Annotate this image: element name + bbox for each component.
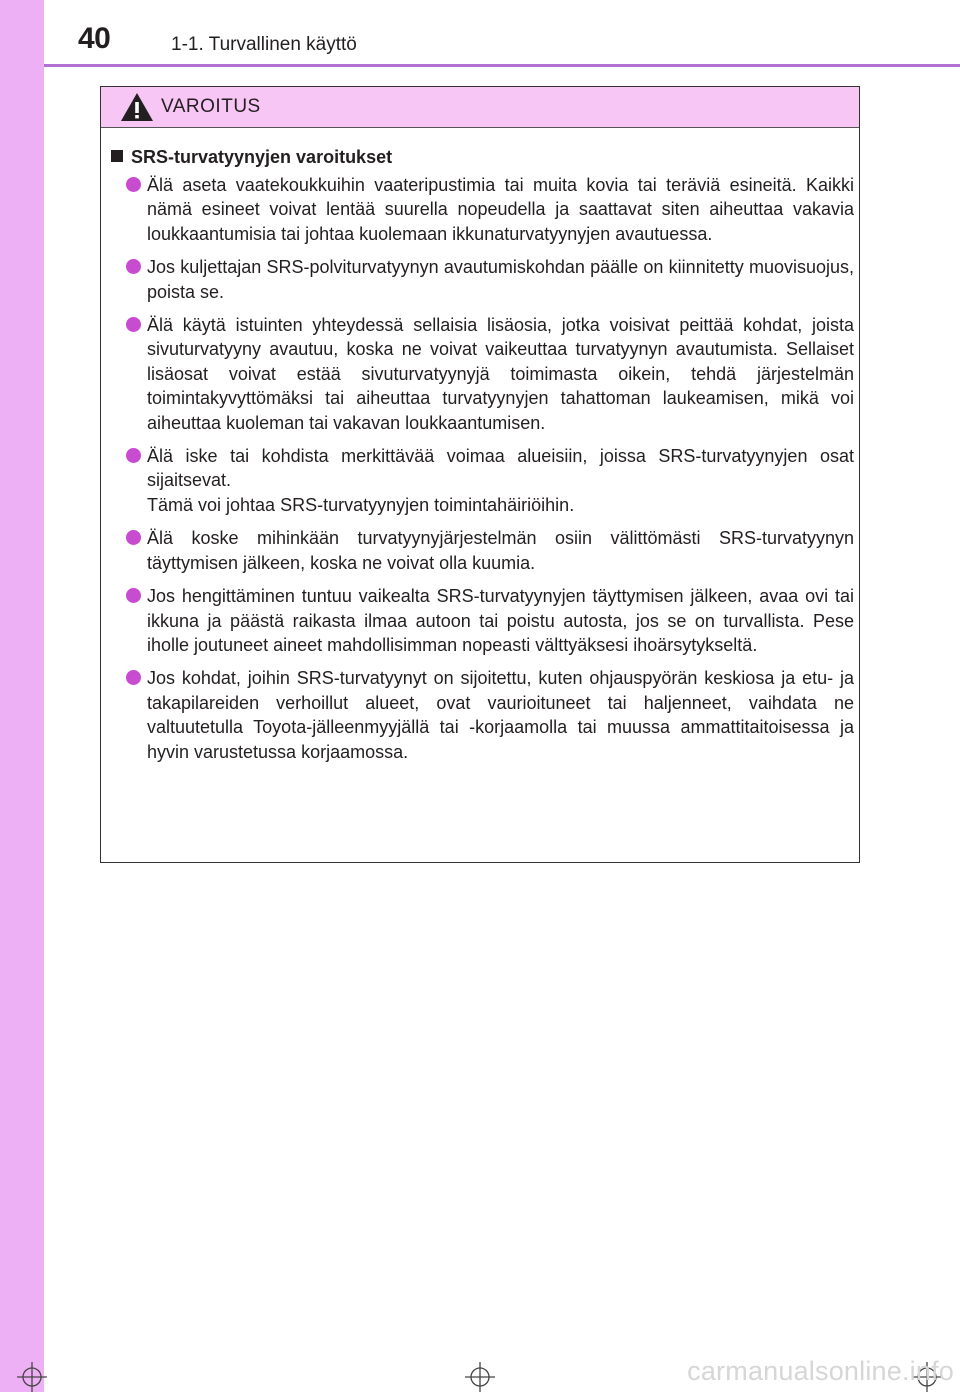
warning-subheading xyxy=(111,147,392,168)
warning-subheading-text: SRS-turvatyynyjen varoitukset xyxy=(131,147,393,167)
bullet-dot-icon xyxy=(126,317,141,332)
warning-title: VAROITUS xyxy=(161,96,261,117)
list-item xyxy=(129,173,854,246)
list-item xyxy=(129,666,854,764)
warning-header xyxy=(101,87,859,128)
list-item-text: Jos kohdat, joihin SRS-turvatyynyt on sijoitettu, kuten ohjauspyörän keskiosa ja etu- ja takapilareiden verhoillut alueet, ovat vaurioituneet tai haljenneet, vaihdata ne valtuutetulla Toyota-jälleenmyyjällä tai -korjaamolla tai muussa ammattitaitoisessa ja hyvin varustetussa korjaamossa. xyxy=(147,668,854,762)
bullet-dot-icon xyxy=(126,588,141,603)
watermark: carmanualsonline.info xyxy=(687,1356,954,1386)
warning-list xyxy=(129,173,854,773)
list-item-text: Jos kuljettajan SRS-polviturvatyynyn avautumiskohdan päälle on kiinnitetty muovisuojus, poista se. xyxy=(147,257,854,302)
bullet-dot-icon xyxy=(126,448,141,463)
bullet-dot-icon xyxy=(126,670,141,685)
square-bullet-icon xyxy=(111,150,123,162)
list-item-note: Tämä voi johtaa SRS-turvatyynyjen toimintahäiriöihin. xyxy=(147,494,575,515)
section-title: 1-1. Turvallinen käyttö xyxy=(171,34,357,55)
page-number: 40 xyxy=(78,22,111,55)
bullet-dot-icon xyxy=(126,530,141,545)
list-item-text: Jos hengittäminen tuntuu vaikealta SRS-turvatyynyjen täyttymisen jälkeen, avaa ovi tai ikkuna ja päästä raikasta ilmaa autoon tai poistu autosta, jos se on turvallista. Pese iholle joutuneet aineet mahdollisimman nopeasti välttyäksesi ihoärsytykseltä. xyxy=(147,586,854,655)
list-item xyxy=(129,255,854,304)
chapter-side-strip xyxy=(0,0,44,1392)
list-item-text: Älä iske tai kohdista merkittävää voimaa alueisiin, joissa SRS-turvatyynyjen osat sijaitsevat. xyxy=(147,446,854,491)
list-item-text: Älä käytä istuinten yhteydessä sellaisia lisäosia, jotka voisivat peittää kohdat, joista sivuturvatyyny avautuu, koska ne voivat vaikeuttaa turvatyynyn avautumista. Sellaiset lisäosat voivat estää sivuturvatyynyjä toimimasta oikein, tehdä järjestelmän toimintakyvyttömäksi tai aiheuttaa turvatyynyjen tahattoman laukeamisen, mikä voi aiheuttaa kuoleman tai vakavan loukkaantumisen. xyxy=(147,315,854,433)
list-item xyxy=(129,584,854,657)
crosshair-icon xyxy=(465,1362,495,1392)
list-item-text: Älä aseta vaatekoukkuihin vaateripustimia tai muita kovia tai teräviä esineitä. Kaikki nämä esineet voivat lentää suurella nopeudella ja saattavat siten aiheuttaa vakavia loukkaantumisia tai johtaa kuolemaan ikkunaturvatyynyjen avautuessa. xyxy=(147,175,854,244)
bullet-dot-icon xyxy=(126,259,141,274)
list-item xyxy=(129,526,854,575)
warning-box xyxy=(100,86,860,863)
bullet-dot-icon xyxy=(126,177,141,192)
list-item-text: Älä koske mihinkään turvatyynyjärjestelmän osiin välittömästi SRS-turvatyynyn täyttymisen jälkeen, koska ne voivat olla kuumia. xyxy=(147,528,854,573)
list-item xyxy=(129,313,854,435)
header-rule xyxy=(44,64,960,67)
warning-triangle-icon xyxy=(119,91,155,123)
crosshair-icon xyxy=(17,1362,47,1392)
list-item xyxy=(129,444,854,517)
